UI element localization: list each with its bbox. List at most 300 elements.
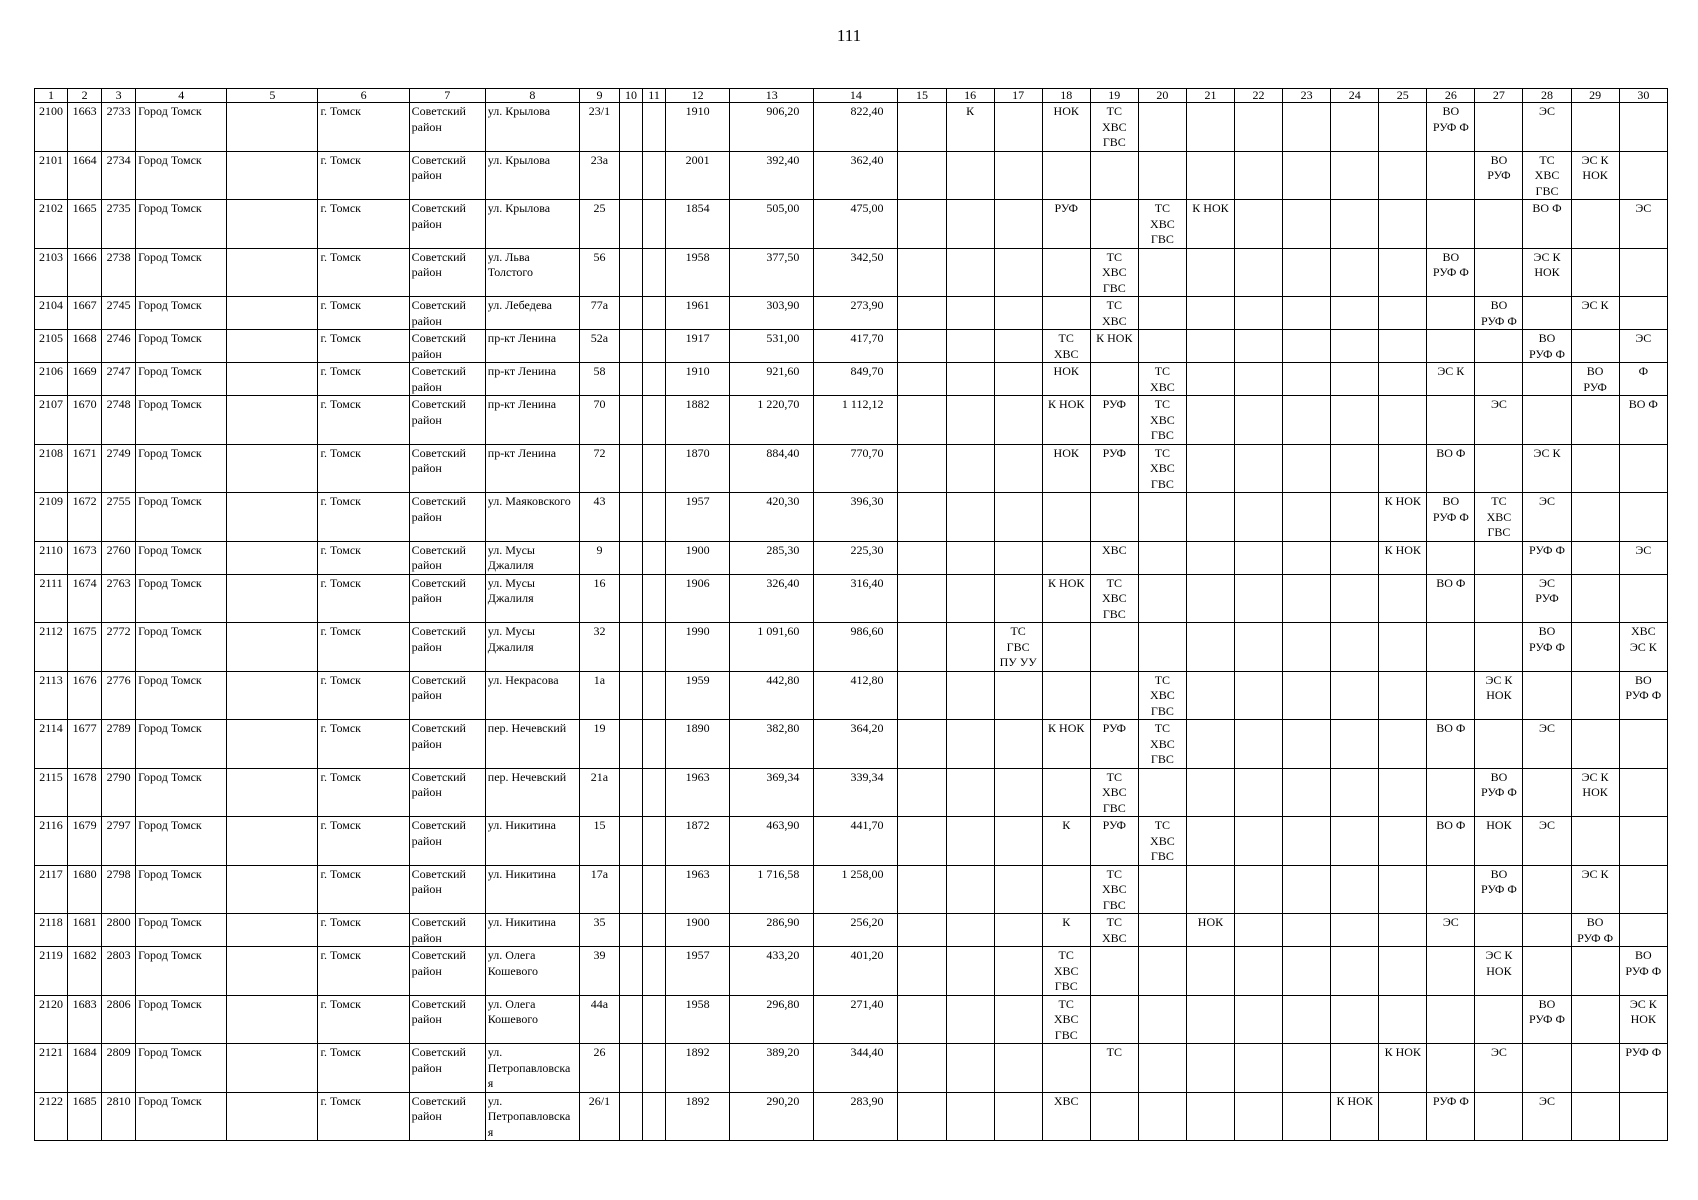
column-number-cell: 30: [1619, 89, 1667, 103]
cell-col-10: [620, 330, 643, 363]
cell-col-21: [1186, 947, 1234, 996]
cell-col-16: [946, 541, 994, 574]
column-number-cell: 29: [1571, 89, 1619, 103]
cell-col-16: [946, 947, 994, 996]
table-row: [35, 817, 1668, 866]
cell-col-24: [1331, 995, 1379, 1044]
cell-col-30: [1619, 444, 1667, 493]
cell-col-19: ТС ХВС ГВС: [1090, 574, 1138, 623]
cell-col-5: [227, 720, 318, 769]
cell-col-22: [1235, 248, 1283, 297]
cell-col-11: [643, 1092, 666, 1141]
cell-col-25: [1379, 623, 1427, 672]
cell-col-29: ЭС К НОК: [1571, 768, 1619, 817]
cell-col-9: 52а: [579, 330, 619, 363]
cell-col-23: [1283, 995, 1331, 1044]
cell-col-9: 23а: [579, 151, 619, 200]
cell-col-24: [1331, 363, 1379, 396]
cell-col-20: ТС ХВС ГВС: [1138, 817, 1186, 866]
cell-col-27: [1475, 330, 1523, 363]
cell-col-18: К НОК: [1042, 720, 1090, 769]
cell-col-1: 2119: [35, 947, 68, 996]
cell-col-2: 1669: [68, 363, 102, 396]
cell-col-1: 2102: [35, 200, 68, 249]
cell-col-18: [1042, 768, 1090, 817]
cell-col-21: [1186, 396, 1234, 445]
cell-col-16: [946, 1092, 994, 1141]
cell-col-14: 396,30: [814, 493, 898, 542]
cell-col-19: РУФ: [1090, 396, 1138, 445]
cell-col-20: [1138, 493, 1186, 542]
cell-col-9: 44а: [579, 995, 619, 1044]
cell-col-4: Город Томск: [136, 330, 227, 363]
cell-col-2: 1684: [68, 1044, 102, 1093]
cell-col-14: 475,00: [814, 200, 898, 249]
cell-col-28: [1523, 363, 1571, 396]
cell-col-18: [1042, 151, 1090, 200]
cell-col-25: [1379, 574, 1427, 623]
cell-col-6: г. Томск: [318, 103, 409, 152]
cell-col-21: [1186, 865, 1234, 914]
cell-col-23: [1283, 720, 1331, 769]
cell-col-11: [643, 396, 666, 445]
cell-col-27: [1475, 1092, 1523, 1141]
cell-col-22: [1235, 1044, 1283, 1093]
cell-col-8: ул. Петропавловска я: [485, 1092, 579, 1141]
cell-col-20: ТС ХВС ГВС: [1138, 720, 1186, 769]
cell-col-26: [1427, 947, 1475, 996]
cell-col-9: 17а: [579, 865, 619, 914]
cell-col-18: К: [1042, 914, 1090, 947]
cell-col-15: [898, 995, 946, 1044]
cell-col-8: ул. Мусы Джалиля: [485, 574, 579, 623]
cell-col-15: [898, 444, 946, 493]
cell-col-16: [946, 200, 994, 249]
cell-col-23: [1283, 768, 1331, 817]
cell-col-2: 1668: [68, 330, 102, 363]
cell-col-25: [1379, 1092, 1427, 1141]
cell-col-7: Советский район: [409, 363, 485, 396]
cell-col-25: [1379, 103, 1427, 152]
cell-col-16: [946, 297, 994, 330]
cell-col-9: 26: [579, 1044, 619, 1093]
cell-col-11: [643, 330, 666, 363]
cell-col-8: пр-кт Ленина: [485, 444, 579, 493]
cell-col-28: ВО РУФ Ф: [1523, 330, 1571, 363]
cell-col-14: 417,70: [814, 330, 898, 363]
cell-col-21: [1186, 1044, 1234, 1093]
cell-col-24: [1331, 671, 1379, 720]
cell-col-23: [1283, 947, 1331, 996]
cell-col-3: 2800: [102, 914, 136, 947]
cell-col-15: [898, 1044, 946, 1093]
cell-col-27: [1475, 995, 1523, 1044]
cell-col-30: [1619, 574, 1667, 623]
cell-col-18: ТС ХВС ГВС: [1042, 995, 1090, 1044]
cell-col-19: [1090, 671, 1138, 720]
cell-col-4: Город Томск: [136, 363, 227, 396]
cell-col-4: Город Томск: [136, 1044, 227, 1093]
column-number-cell: 26: [1427, 89, 1475, 103]
cell-col-5: [227, 200, 318, 249]
cell-col-28: [1523, 297, 1571, 330]
cell-col-4: Город Томск: [136, 671, 227, 720]
cell-col-12: 2001: [666, 151, 730, 200]
cell-col-18: [1042, 1044, 1090, 1093]
cell-col-13: 382,80: [730, 720, 814, 769]
cell-col-11: [643, 768, 666, 817]
cell-col-23: [1283, 574, 1331, 623]
table-row: [35, 623, 1668, 672]
cell-col-16: [946, 363, 994, 396]
cell-col-13: 442,80: [730, 671, 814, 720]
cell-col-23: [1283, 817, 1331, 866]
cell-col-29: [1571, 671, 1619, 720]
cell-col-21: [1186, 248, 1234, 297]
cell-col-5: [227, 768, 318, 817]
cell-col-4: Город Томск: [136, 914, 227, 947]
cell-col-5: [227, 947, 318, 996]
cell-col-14: 271,40: [814, 995, 898, 1044]
table-row: [35, 297, 1668, 330]
cell-col-19: [1090, 1092, 1138, 1141]
cell-col-5: [227, 1092, 318, 1141]
cell-col-16: [946, 865, 994, 914]
cell-col-25: [1379, 200, 1427, 249]
cell-col-28: ЭС РУФ: [1523, 574, 1571, 623]
cell-col-16: [946, 914, 994, 947]
cell-col-16: [946, 396, 994, 445]
cell-col-11: [643, 914, 666, 947]
cell-col-22: [1235, 297, 1283, 330]
cell-col-13: 1 220,70: [730, 396, 814, 445]
cell-col-22: [1235, 768, 1283, 817]
cell-col-23: [1283, 493, 1331, 542]
cell-col-20: [1138, 541, 1186, 574]
cell-col-2: 1676: [68, 671, 102, 720]
cell-col-7: Советский район: [409, 995, 485, 1044]
cell-col-10: [620, 574, 643, 623]
cell-col-25: [1379, 720, 1427, 769]
cell-col-7: Советский район: [409, 671, 485, 720]
cell-col-30: ЭС: [1619, 541, 1667, 574]
cell-col-25: [1379, 330, 1427, 363]
cell-col-8: пр-кт Ленина: [485, 363, 579, 396]
cell-col-30: ВО РУФ Ф: [1619, 671, 1667, 720]
cell-col-16: К: [946, 103, 994, 152]
cell-col-14: 344,40: [814, 1044, 898, 1093]
cell-col-28: РУФ Ф: [1523, 541, 1571, 574]
cell-col-28: [1523, 947, 1571, 996]
cell-col-27: [1475, 574, 1523, 623]
cell-col-19: ТС ХВС ГВС: [1090, 865, 1138, 914]
cell-col-14: 364,20: [814, 720, 898, 769]
cell-col-8: ул. Петропавловска я: [485, 1044, 579, 1093]
cell-col-3: 2790: [102, 768, 136, 817]
cell-col-23: [1283, 103, 1331, 152]
cell-col-22: [1235, 541, 1283, 574]
cell-col-14: 316,40: [814, 574, 898, 623]
cell-col-9: 43: [579, 493, 619, 542]
cell-col-20: [1138, 623, 1186, 672]
cell-col-3: 2789: [102, 720, 136, 769]
cell-col-11: [643, 995, 666, 1044]
cell-col-12: 1963: [666, 865, 730, 914]
cell-col-11: [643, 865, 666, 914]
cell-col-18: [1042, 623, 1090, 672]
cell-col-23: [1283, 200, 1331, 249]
cell-col-4: Город Томск: [136, 995, 227, 1044]
cell-col-11: [643, 720, 666, 769]
cell-col-2: 1679: [68, 817, 102, 866]
cell-col-12: 1958: [666, 995, 730, 1044]
cell-col-8: ул. Мусы Джалиля: [485, 623, 579, 672]
column-number-cell: 12: [666, 89, 730, 103]
cell-col-1: 2100: [35, 103, 68, 152]
cell-col-11: [643, 623, 666, 672]
cell-col-9: 1а: [579, 671, 619, 720]
cell-col-18: [1042, 248, 1090, 297]
cell-col-16: [946, 817, 994, 866]
cell-col-15: [898, 623, 946, 672]
cell-col-20: [1138, 330, 1186, 363]
cell-col-22: [1235, 200, 1283, 249]
cell-col-6: г. Томск: [318, 396, 409, 445]
cell-col-26: [1427, 768, 1475, 817]
cell-col-17: [994, 947, 1042, 996]
cell-col-25: [1379, 297, 1427, 330]
cell-col-22: [1235, 914, 1283, 947]
cell-col-22: [1235, 574, 1283, 623]
cell-col-6: г. Томск: [318, 248, 409, 297]
cell-col-26: ВО Ф: [1427, 574, 1475, 623]
cell-col-5: [227, 330, 318, 363]
cell-col-23: [1283, 1092, 1331, 1141]
cell-col-18: [1042, 541, 1090, 574]
cell-col-5: [227, 444, 318, 493]
cell-col-5: [227, 541, 318, 574]
cell-col-12: 1961: [666, 297, 730, 330]
cell-col-17: [994, 574, 1042, 623]
cell-col-26: РУФ Ф: [1427, 1092, 1475, 1141]
table-row: [35, 768, 1668, 817]
page-number: 111: [836, 26, 862, 45]
cell-col-28: [1523, 671, 1571, 720]
cell-col-18: ТС ХВС ГВС: [1042, 947, 1090, 996]
cell-col-3: 2748: [102, 396, 136, 445]
cell-col-24: [1331, 817, 1379, 866]
cell-col-6: г. Томск: [318, 363, 409, 396]
cell-col-19: [1090, 151, 1138, 200]
cell-col-19: [1090, 200, 1138, 249]
cell-col-2: 1683: [68, 995, 102, 1044]
cell-col-15: [898, 768, 946, 817]
cell-col-15: [898, 363, 946, 396]
cell-col-15: [898, 671, 946, 720]
cell-col-20: ТС ХВС ГВС: [1138, 444, 1186, 493]
cell-col-23: [1283, 671, 1331, 720]
cell-col-5: [227, 865, 318, 914]
cell-col-6: г. Томск: [318, 151, 409, 200]
cell-col-2: 1681: [68, 914, 102, 947]
cell-col-20: ТС ХВС: [1138, 363, 1186, 396]
cell-col-3: 2745: [102, 297, 136, 330]
cell-col-22: [1235, 151, 1283, 200]
cell-col-29: [1571, 493, 1619, 542]
cell-col-20: [1138, 151, 1186, 200]
cell-col-24: [1331, 200, 1379, 249]
cell-col-15: [898, 103, 946, 152]
cell-col-12: 1917: [666, 330, 730, 363]
cell-col-6: г. Томск: [318, 623, 409, 672]
cell-col-8: пер. Нечевский: [485, 768, 579, 817]
cell-col-15: [898, 947, 946, 996]
cell-col-10: [620, 493, 643, 542]
cell-col-21: [1186, 623, 1234, 672]
cell-col-3: 2776: [102, 671, 136, 720]
cell-col-19: [1090, 947, 1138, 996]
cell-col-24: [1331, 248, 1379, 297]
cell-col-21: [1186, 574, 1234, 623]
cell-col-29: [1571, 396, 1619, 445]
cell-col-21: [1186, 541, 1234, 574]
cell-col-13: 505,00: [730, 200, 814, 249]
cell-col-24: [1331, 330, 1379, 363]
cell-col-4: Город Томск: [136, 297, 227, 330]
cell-col-13: 377,50: [730, 248, 814, 297]
cell-col-7: Советский район: [409, 330, 485, 363]
cell-col-24: [1331, 1044, 1379, 1093]
cell-col-13: 290,20: [730, 1092, 814, 1141]
cell-col-6: г. Томск: [318, 297, 409, 330]
cell-col-28: ЭС: [1523, 103, 1571, 152]
cell-col-27: [1475, 103, 1523, 152]
cell-col-18: К: [1042, 817, 1090, 866]
cell-col-30: [1619, 865, 1667, 914]
cell-col-12: 1900: [666, 541, 730, 574]
cell-col-25: К НОК: [1379, 493, 1427, 542]
cell-col-2: 1680: [68, 865, 102, 914]
table-row: [35, 1044, 1668, 1093]
cell-col-5: [227, 363, 318, 396]
cell-col-14: 849,70: [814, 363, 898, 396]
cell-col-9: 77а: [579, 297, 619, 330]
cell-col-14: 1 112,12: [814, 396, 898, 445]
cell-col-3: 2733: [102, 103, 136, 152]
cell-col-29: [1571, 248, 1619, 297]
cell-col-2: 1682: [68, 947, 102, 996]
cell-col-19: ТС: [1090, 1044, 1138, 1093]
cell-col-30: ЭС: [1619, 330, 1667, 363]
column-number-cell: 21: [1186, 89, 1234, 103]
cell-col-16: [946, 720, 994, 769]
column-number-cell: 28: [1523, 89, 1571, 103]
cell-col-6: г. Томск: [318, 914, 409, 947]
cell-col-11: [643, 541, 666, 574]
cell-col-4: Город Томск: [136, 541, 227, 574]
cell-col-30: ВО Ф: [1619, 396, 1667, 445]
table-row: [35, 151, 1668, 200]
cell-col-8: ул. Некрасова: [485, 671, 579, 720]
cell-col-13: 326,40: [730, 574, 814, 623]
cell-col-10: [620, 444, 643, 493]
cell-col-21: НОК: [1186, 914, 1234, 947]
cell-col-15: [898, 200, 946, 249]
cell-col-8: ул. Крылова: [485, 151, 579, 200]
column-number-cell: 23: [1283, 89, 1331, 103]
cell-col-28: ТС ХВС ГВС: [1523, 151, 1571, 200]
cell-col-4: Город Томск: [136, 947, 227, 996]
cell-col-25: [1379, 396, 1427, 445]
cell-col-22: [1235, 396, 1283, 445]
cell-col-6: г. Томск: [318, 444, 409, 493]
cell-col-14: 822,40: [814, 103, 898, 152]
cell-col-29: [1571, 947, 1619, 996]
cell-col-19: [1090, 623, 1138, 672]
cell-col-17: [994, 1044, 1042, 1093]
cell-col-15: [898, 817, 946, 866]
cell-col-19: РУФ: [1090, 817, 1138, 866]
cell-col-26: [1427, 151, 1475, 200]
column-number-header-row: [35, 89, 1668, 103]
cell-col-23: [1283, 914, 1331, 947]
cell-col-26: ВО Ф: [1427, 720, 1475, 769]
cell-col-17: [994, 720, 1042, 769]
cell-col-2: 1664: [68, 151, 102, 200]
column-number-cell: 20: [1138, 89, 1186, 103]
cell-col-5: [227, 623, 318, 672]
cell-col-19: [1090, 995, 1138, 1044]
cell-col-25: [1379, 671, 1427, 720]
cell-col-10: [620, 768, 643, 817]
cell-col-26: [1427, 396, 1475, 445]
cell-col-23: [1283, 623, 1331, 672]
cell-col-27: [1475, 541, 1523, 574]
cell-col-6: г. Томск: [318, 865, 409, 914]
cell-col-18: [1042, 865, 1090, 914]
cell-col-7: Советский район: [409, 914, 485, 947]
cell-col-27: ЭС К НОК: [1475, 947, 1523, 996]
cell-col-16: [946, 444, 994, 493]
cell-col-10: [620, 817, 643, 866]
cell-col-16: [946, 330, 994, 363]
cell-col-8: ул. Никитина: [485, 865, 579, 914]
cell-col-14: 342,50: [814, 248, 898, 297]
cell-col-27: ВО РУФ Ф: [1475, 865, 1523, 914]
cell-col-15: [898, 574, 946, 623]
cell-col-28: [1523, 768, 1571, 817]
cell-col-24: [1331, 768, 1379, 817]
cell-col-19: ТС ХВС: [1090, 914, 1138, 947]
cell-col-4: Город Томск: [136, 1092, 227, 1141]
cell-col-11: [643, 248, 666, 297]
cell-col-5: [227, 493, 318, 542]
column-number-cell: 24: [1331, 89, 1379, 103]
cell-col-10: [620, 1044, 643, 1093]
cell-col-5: [227, 151, 318, 200]
column-number-cell: 27: [1475, 89, 1523, 103]
cell-col-13: 389,20: [730, 1044, 814, 1093]
table-row: [35, 330, 1668, 363]
cell-col-22: [1235, 444, 1283, 493]
cell-col-29: [1571, 541, 1619, 574]
cell-col-4: Город Томск: [136, 103, 227, 152]
cell-col-17: [994, 363, 1042, 396]
cell-col-18: ТС ХВС: [1042, 330, 1090, 363]
cell-col-4: Город Томск: [136, 444, 227, 493]
cell-col-10: [620, 720, 643, 769]
cell-col-2: 1673: [68, 541, 102, 574]
